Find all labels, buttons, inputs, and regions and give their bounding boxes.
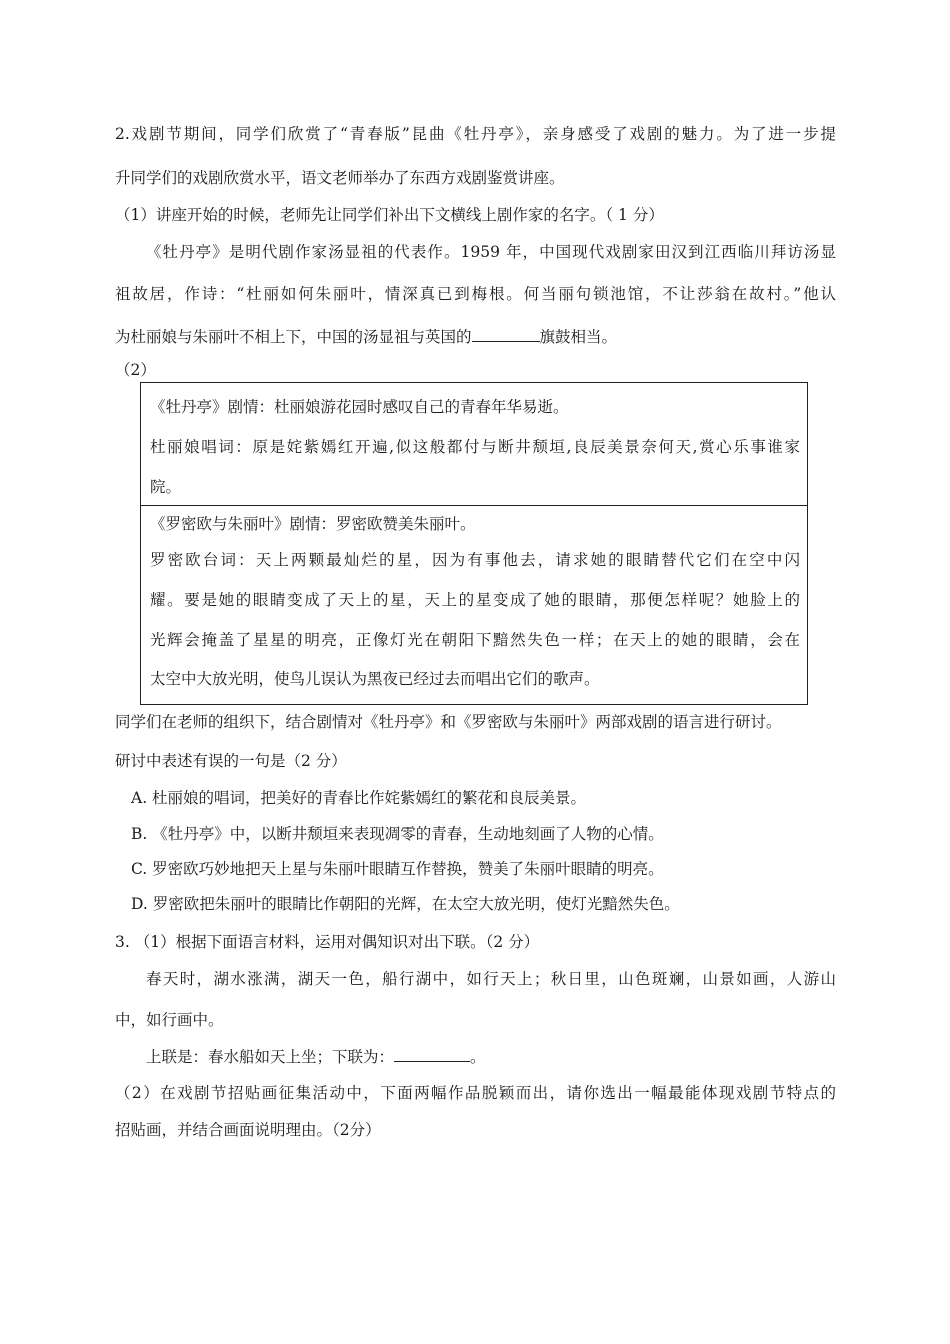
romeo-juliet-box [140,506,808,705]
box2-line4: 光辉会掩盖了星星的明亮，正像灯光在朝阳下黯然失色一样；在天上的她的眼睛，会在 [150,631,800,649]
box1-line2: 杜丽娘唱词：原是姹紫嫣红开遍,似这般都付与断井颓垣,良辰美景奈何天,赏心乐事谁家 [150,438,800,456]
q3-part2-line1: （2）在戏剧节招贴画征集活动中，下面两幅作品脱颖而出，请你选出一幅最能体现戏剧节特点的 [115,1084,836,1102]
q2-passage-line1: 《牡丹亭》是明代剧作家汤显祖的代表作。1959 年，中国现代戏剧家田汉到江西临川拜访汤显 [146,243,836,261]
box2-line3: 耀。要是她的眼睛变成了天上的星，天上的星变成了她的眼睛，那便怎样呢？她脸上的 [150,591,800,609]
box1-line3: 院。 [150,478,182,496]
passage-line3-after: 旗鼓相当。 [539,328,618,346]
q3-part1-prompt: 3. （1）根据下面语言材料，运用对偶知识对出下联。（2 分） [115,933,540,951]
couplet-after: 。 [470,1048,486,1066]
q2-discuss-line2: 研讨中表述有误的一句是（2 分） [115,752,347,770]
q2-passage-line2: 祖故居，作诗：“杜丽如何朱丽叶，情深真已到梅根。何当丽句锁池馆，不让莎翁在故村。”他认 [115,285,836,303]
q2-option-b: B. 《牡丹亭》中，以断井颓垣来表现凋零的青春，生动地刻画了人物的心情。 [131,825,664,843]
box2-line5: 太空中大放光明，使鸟儿误认为黑夜已经过去而唱出它们的歌声。 [150,670,600,688]
box2-line1: 《罗密欧与朱丽叶》剧情：罗密欧赞美朱丽叶。 [150,515,476,533]
passage-line3-before: 为杜丽娘与朱丽叶不相上下，中国的汤显祖与英国的 [115,328,472,346]
q2-option-d: D. 罗密欧把朱丽叶的眼睛比作朝阳的光辉，在太空大放光明，使灯光黯然失色。 [131,895,680,913]
q2-intro-line2: 升同学们的戏剧欣赏水平，语文老师举办了东西方戏剧鉴赏讲座。 [115,169,565,187]
playwright-blank[interactable] [472,325,540,342]
q3-part2-line2: 招贴画，并结合画面说明理由。（2分） [115,1121,381,1139]
q2-option-a: A. 杜丽娘的唱词，把美好的青春比作姹紫嫣红的繁花和良辰美景。 [131,789,587,807]
q2-part2-label: （2） [115,361,156,379]
couplet-blank[interactable] [394,1045,470,1062]
peony-pavilion-box [140,382,808,506]
q3-material-line2: 中，如行画中。 [115,1011,224,1029]
q2-passage-line3 [115,325,617,347]
q3-couplet-line [146,1045,486,1067]
box1-line1: 《牡丹亭》剧情：杜丽娘游花园时感叹自己的青春年华易逝。 [150,398,569,416]
box2-line2: 罗密欧台词：天上两颗最灿烂的星，因为有事他去，请求她的眼睛替代它们在空中闪 [150,551,800,569]
q2-intro-line1: 2.戏剧节期间，同学们欣赏了“青春版”昆曲《牡丹亭》，亲身感受了戏剧的魅力。为了进一步提 [115,125,836,143]
couplet-before: 上联是：春水船如天上坐；下联为： [146,1048,395,1066]
q2-part1-prompt: （1）讲座开始的时候，老师先让同学们补出下文横线上剧作家的名字。（ 1 分） [115,206,664,224]
q2-discuss-line1: 同学们在老师的组织下，结合剧情对《牡丹亭》和《罗密欧与朱丽叶》两部戏剧的语言进行研讨。 [115,713,782,731]
q2-option-c: C. 罗密欧巧妙地把天上星与朱丽叶眼睛互作替换，赞美了朱丽叶眼睛的明亮。 [131,860,664,878]
q3-material-line1: 春天时，湖水涨满，湖天一色，船行湖中，如行天上；秋日里，山色斑斓，山景如画，人游山 [146,970,836,988]
